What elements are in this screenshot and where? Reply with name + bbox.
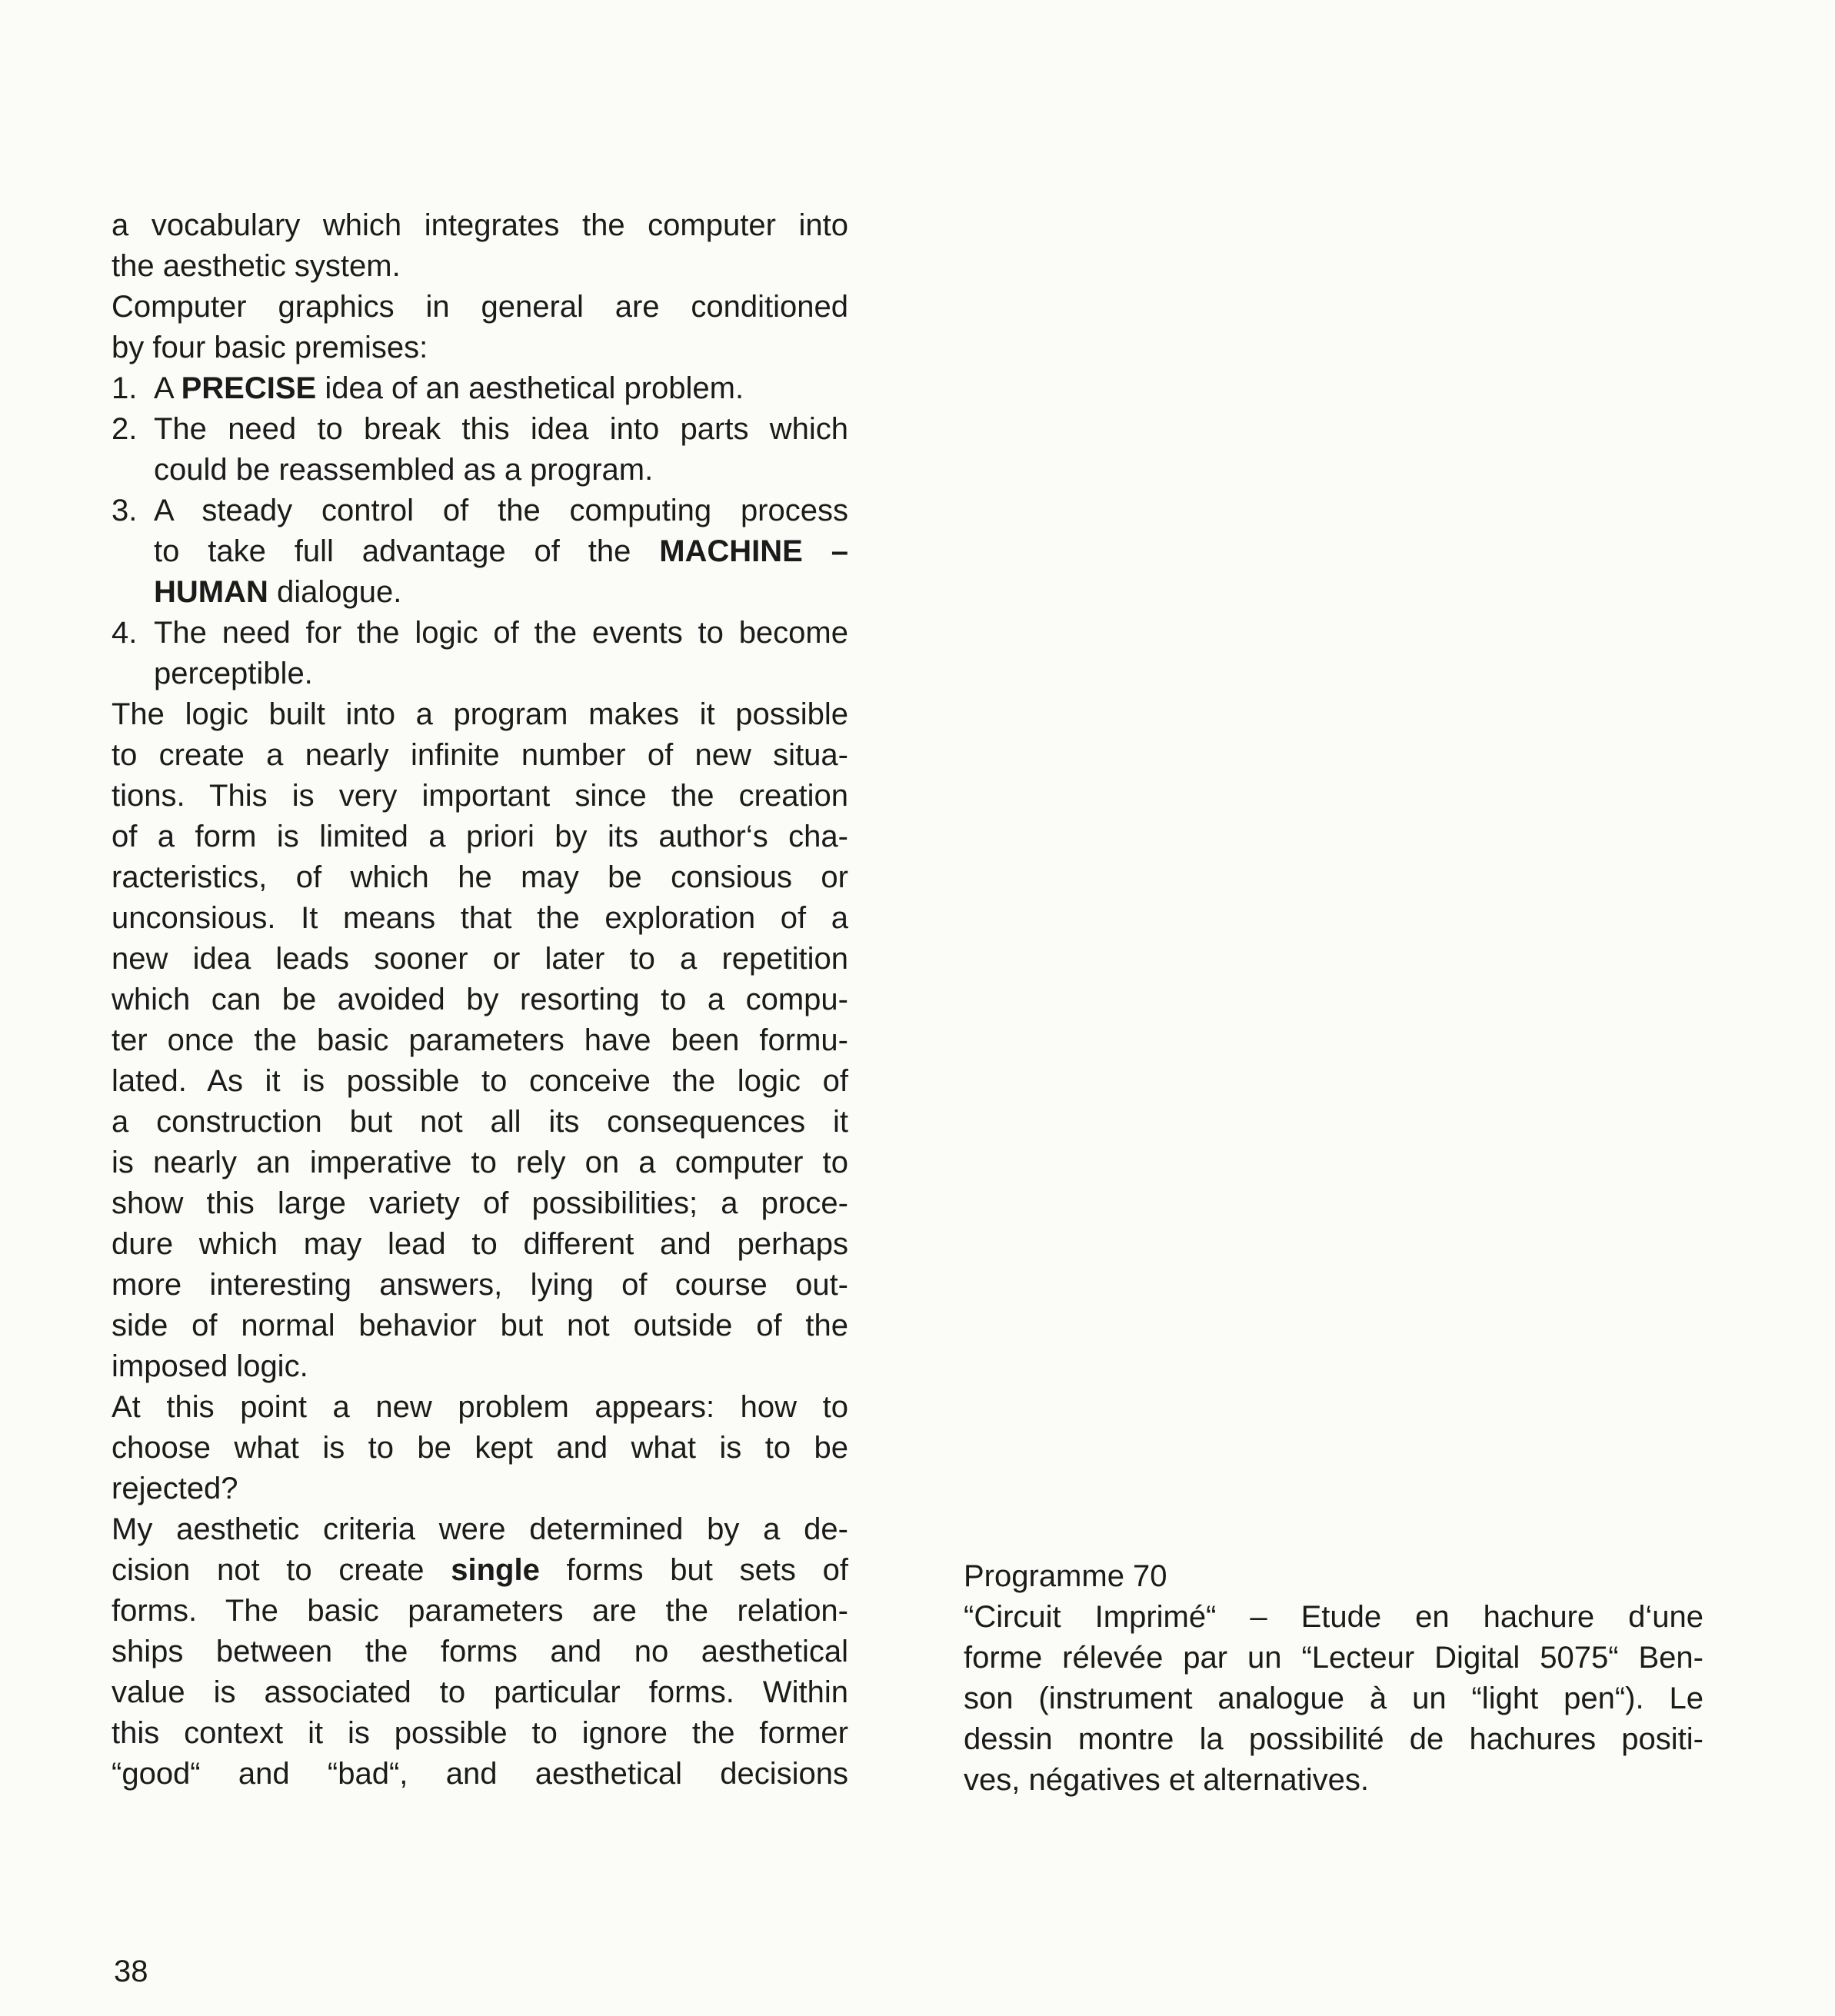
text-line: ter once the basic parameters have been formu- — [112, 1023, 848, 1057]
text-line: the aesthetic system. — [112, 249, 401, 283]
paragraph-criteria — [112, 1509, 848, 1795]
caption-title: Programme 70 — [964, 1559, 1167, 1593]
text-line: rejected? — [112, 1472, 238, 1505]
premises-list — [112, 368, 848, 694]
emphasis: single — [451, 1553, 540, 1587]
text-line: which can be avoided by resorting to a compu- — [112, 983, 848, 1016]
text-line: My aesthetic criteria were determined by a de- — [112, 1512, 848, 1546]
caption-body — [964, 1597, 1703, 1801]
text-line: racteristics, of which he may be consious or — [112, 860, 848, 894]
list-item-continuation: HUMAN dialogue. — [154, 575, 402, 609]
text-line: ships between the forms and no aesthetical — [112, 1635, 848, 1668]
text-line: imposed logic. — [112, 1349, 308, 1383]
emphasis: HUMAN — [154, 575, 268, 609]
text-line: value is associated to particular forms. Within — [112, 1675, 848, 1709]
main-text-column — [112, 205, 848, 1795]
list-item-continuation: could be reassembled as a program. — [154, 453, 654, 487]
text-line: more interesting answers, lying of course out- — [112, 1268, 848, 1302]
text-line: to create a nearly infinite number of new situa- — [112, 738, 848, 772]
list-number: 4. — [112, 616, 138, 650]
text-line: ves, négatives et alternatives. — [964, 1763, 1369, 1797]
paragraph-logic — [112, 694, 848, 1387]
text-line: tions. This is very important since the creation — [112, 779, 848, 813]
list-number: 1. — [112, 371, 138, 405]
text-line: dessin montre la possibilité de hachures positi- — [964, 1722, 1703, 1756]
text-line: a construction but not all its consequences it — [112, 1105, 848, 1139]
text-line: lated. As it is possible to conceive the logic of — [112, 1064, 848, 1098]
list-item-continuation: to take full advantage of the MACHINE – — [154, 534, 848, 568]
list-number: 2. — [112, 412, 138, 446]
text-line: forms. The basic parameters are the relation- — [112, 1594, 848, 1628]
text-line: dure which may lead to different and perhaps — [112, 1227, 848, 1261]
text-line: unconsious. It means that the exploration of a — [112, 901, 848, 935]
text-line: cision not to create single forms but sets of — [112, 1553, 849, 1587]
text-line: forme rélevée par un “Lecteur Digital 5075“ Ben- — [964, 1641, 1703, 1675]
text-line: show this large variety of possibilities; a proce- — [112, 1186, 848, 1220]
caption-column — [964, 1556, 1703, 1801]
text-line: “Circuit Imprimé“ – Etude en hachure d‘une — [964, 1600, 1703, 1634]
list-item: 3. A steady control of the computing process — [112, 491, 848, 531]
text-line: “good“ and “bad“, and aesthetical decisions — [112, 1757, 848, 1791]
paragraph-problem — [112, 1387, 848, 1509]
text-line: of a form is limited a priori by its author‘s cha- — [112, 820, 848, 853]
page-number: 38 — [114, 1954, 148, 1988]
text-line: son (instrument analogue à un “light pen“). Le — [964, 1682, 1703, 1715]
list-item: 2. The need to break this idea into parts which — [112, 409, 848, 450]
list-item: 1. A PRECISE idea of an aesthetical problem. — [112, 368, 848, 409]
list-item: 4. The need for the logic of the events to become — [112, 613, 848, 654]
list-number: 3. — [112, 494, 138, 527]
text-line: by four basic premises: — [112, 331, 428, 364]
text-line: side of normal behavior but not outside of the — [112, 1309, 848, 1342]
list-item-continuation: perceptible. — [154, 657, 313, 690]
text-line: new idea leads sooner or later to a repetition — [112, 942, 848, 976]
text-line: a vocabulary which integrates the computer into — [112, 208, 848, 242]
text-line: choose what is to be kept and what is to be — [112, 1431, 848, 1465]
paragraph-criteria-rest — [112, 1591, 848, 1795]
text-line: At this point a new problem appears: how to — [112, 1390, 848, 1424]
emphasis: PRECISE — [181, 371, 317, 405]
text-line: is nearly an imperative to rely on a computer to — [112, 1146, 848, 1179]
emphasis: MACHINE – — [659, 534, 848, 568]
text-line: The logic built into a program makes it possible — [112, 697, 848, 731]
text-line: Computer graphics in general are conditioned — [112, 290, 848, 324]
text-line: this context it is possible to ignore the former — [112, 1716, 848, 1750]
